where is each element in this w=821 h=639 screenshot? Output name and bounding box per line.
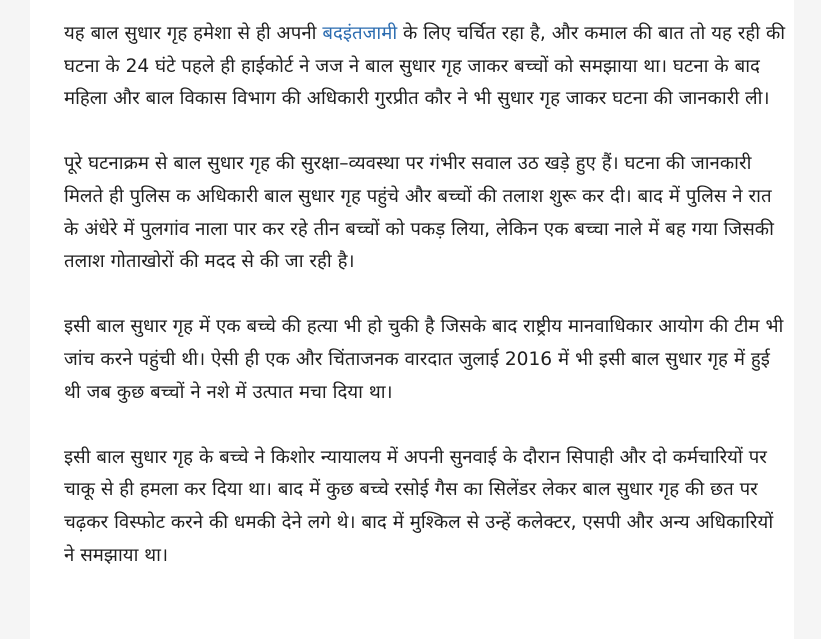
article-paragraph-2: पूरे घटनाक्रम से बाल सुधार गृह की सुरक्षा–व्यवस्था पर गंभीर सवाल उठ खड़े हुए हैं। घटना की जानकारी मिलते ही पुलिस क अधिकारी बाल सुधार गृह पहुंचे और बच्चों की तलाश शुरू कर दी। बाद में पुलिस ने रात के अंधेरे में पुलगांव नाला पार कर रहे तीन बच्चों को पकड़ लिया, लेकिन एक बच्चा नाले में बह गया जिसकी तलाश गोताखोरों की मदद से की जा रही है। (64, 153, 774, 273)
inline-link-badintazami[interactable]: बदइंतजामी (322, 23, 398, 44)
article-paragraph-4: इसी बाल सुधार गृह के बच्चे ने किशोर न्यायालय में अपनी सुनवाई के दौरान सिपाही और दो कर्मचारियों पर चाकू से ही हमला कर दिया था। बाद में कुछ बच्चे रसोई गैस का सिलेंडर लेकर बाल सुधार गृह की छत पर चढ़कर विस्फोट करने की धमकी देने लगे थे। बाद में मुश्किल से उन्हें कलेक्टर, एसपी और अन्य अधिकारियों ने समझाया था। (64, 446, 774, 566)
paragraph-1-text-before-link: यह बाल सुधार गृह हमेशा से ही अपनी (64, 23, 323, 44)
article-page (30, 0, 794, 639)
article-paragraph-3: इसी बाल सुधार गृह में एक बच्चे की हत्या भी हो चुकी है जिसके बाद राष्ट्रीय मानवाधिकार आयोग की टीम भी जांच करने पहुंची थी। ऐसी ही एक और चिंताजनक वारदात जुलाई 2016 में भी इसी बाल सुधार गृह में हुई थी जब कुछ बच्चों ने नशे में उत्पात मचा दिया था। (64, 316, 784, 403)
article-paragraph-1 (64, 18, 789, 116)
paragraph-1-text-after-link: के लिए चर्चित रहा है, और कमाल की बात तो यह रही की घटना के 24 घंटे पहले ही हाईकोर्ट ने जज ने बाल सुधार गृह जाकर बच्चों को समझाया था। घटना के बाद महिला और बाल विकास विभाग की अधिकारी गुरप्रीत कौर ने भी सुधार गृह जाकर घटना की जानकारी ली। (64, 23, 786, 110)
article-body (64, 18, 789, 605)
